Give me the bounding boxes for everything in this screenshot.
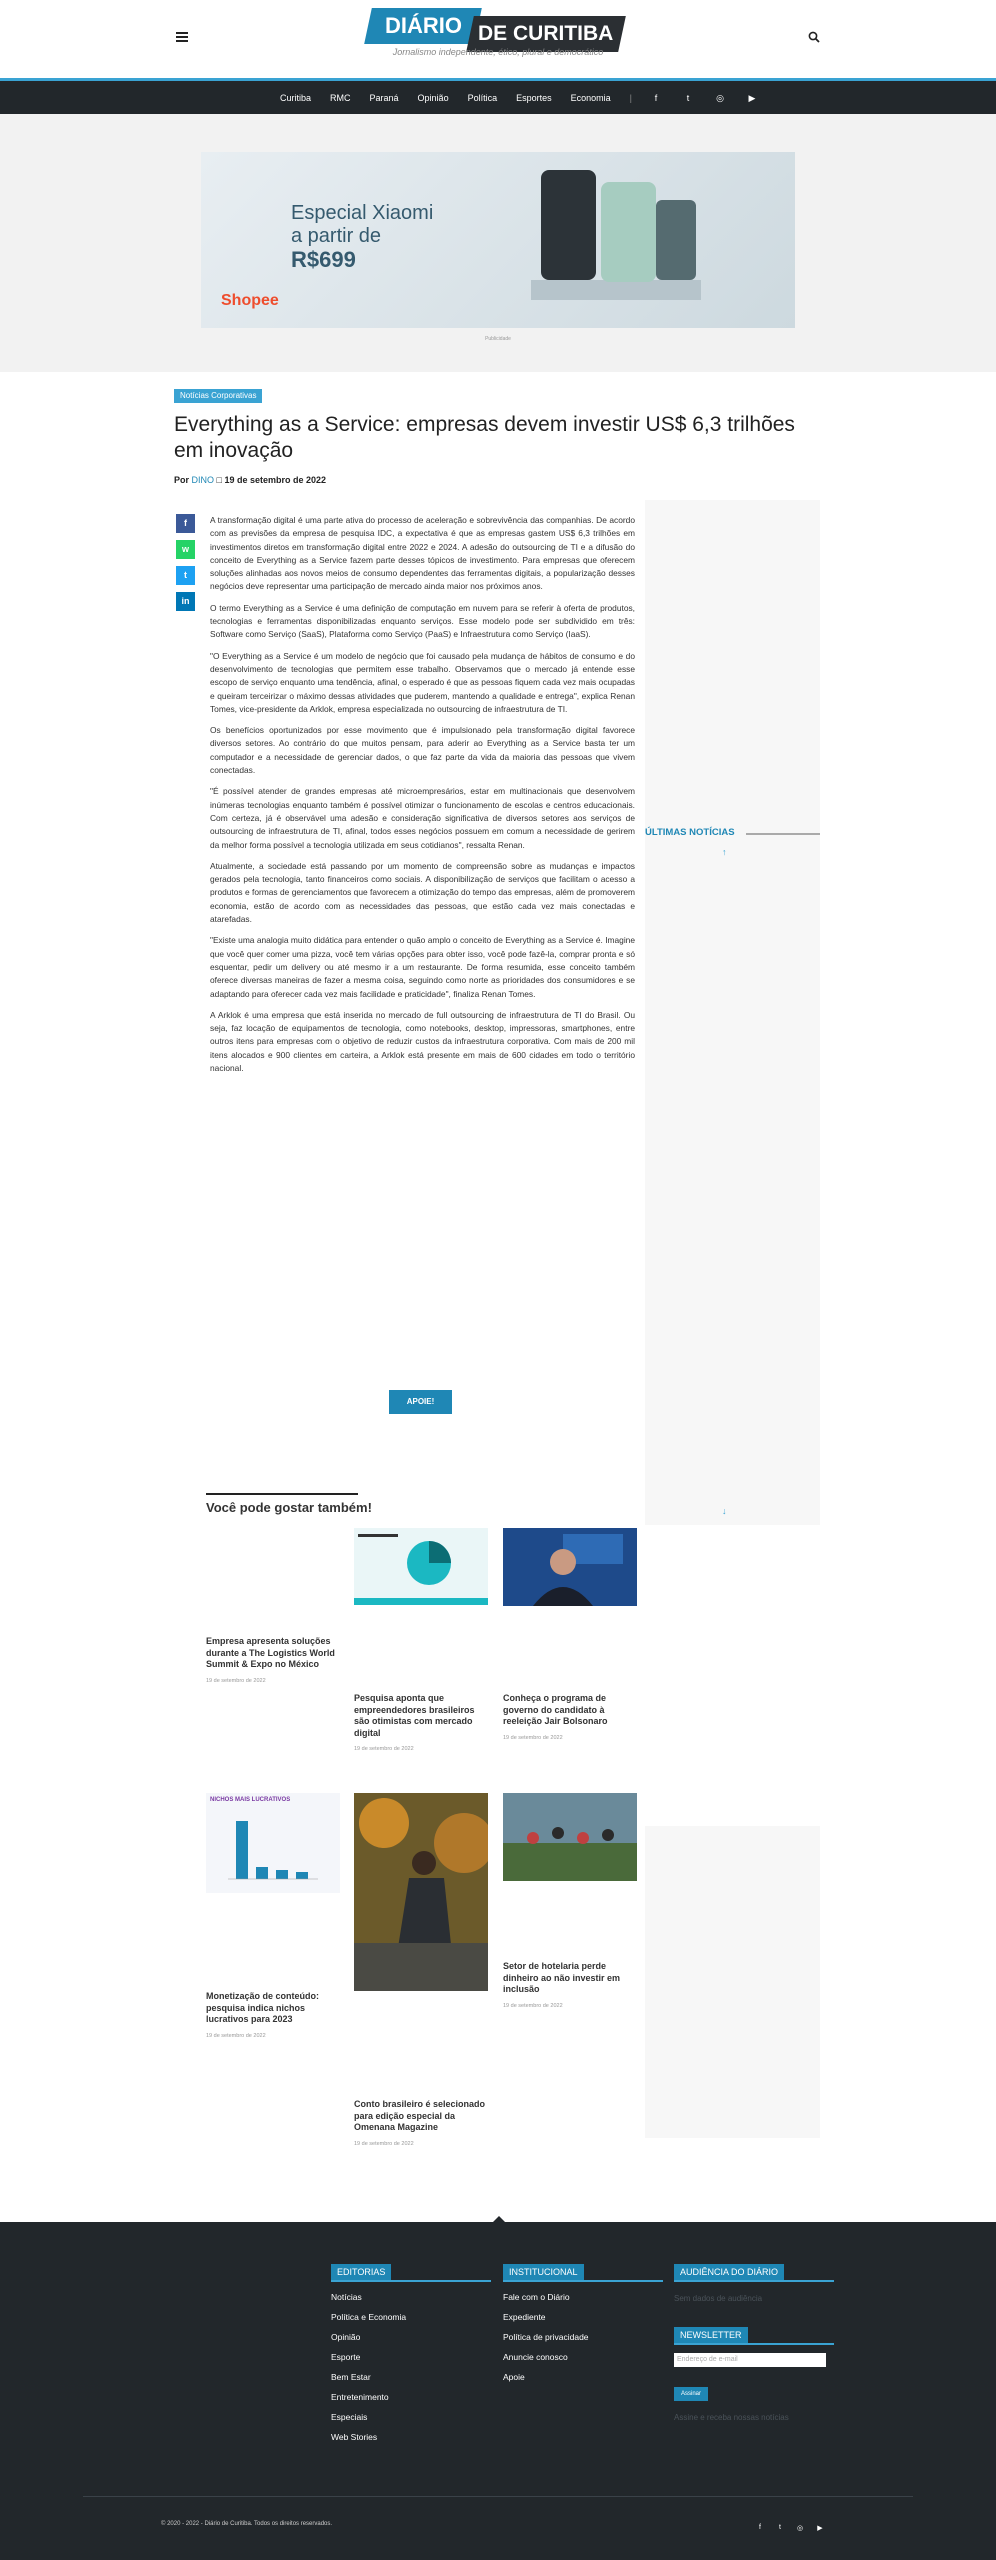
logo-curitiba: DE CURITIBA: [466, 16, 626, 52]
footer-link[interactable]: Anuncie conosco: [503, 2352, 568, 2362]
related-card[interactable]: [206, 1793, 340, 2039]
ad-phone-image: [601, 182, 656, 282]
related-card[interactable]: [503, 1528, 637, 1741]
main-nav: [0, 78, 996, 114]
related-card-title[interactable]: Conheça o programa de governo do candidato à reeleição Jair Bolsonaro: [503, 1693, 608, 1726]
related-card-date: 19 de setembro de 2022: [354, 2140, 414, 2147]
youtube-icon[interactable]: ▶: [817, 2525, 823, 2532]
ad-price: R$699: [291, 247, 356, 272]
nav-curitiba[interactable]: Curitiba: [280, 92, 312, 103]
divider: [674, 2343, 834, 2345]
sidebar-ad-slot: [645, 500, 820, 1525]
footer-link[interactable]: Esporte: [331, 2352, 361, 2362]
site-footer: [0, 2222, 996, 2560]
related-card[interactable]: [354, 1528, 488, 1752]
search-icon[interactable]: [808, 31, 820, 43]
ad-line2: a partir de: [291, 225, 382, 247]
divider: [746, 833, 820, 835]
copyright: © 2020 - 2022 - Diário de Curitiba. Todos os direitos reservados.: [161, 2521, 333, 2527]
ad-text: [291, 202, 433, 271]
thumbnail-label: NICHOS MAIS LUCRATIVOS: [210, 1797, 291, 1803]
article-paragraph: A transformação digital é uma parte ativa do processo de aceleração e sobrevivência das companhias. De acordo com as previsões da empresa de pesquisa IDC, a expectativa é que as empresas gastem US$ 6,3 trilhões em investimentos diretos em transformação digital entre 2022 e 2024. A adesão do outsourcing de TI e a difusão do conceito de Everything as a Service fazem parte desses tópicos de investimento. Para empresas que oferecem soluções alinhadas aos novos meios de consumo dependentes das ferramentas digitais, a popularização desses negócios deve representar uma participação de mercado ainda maior nos próximos anos.: [210, 515, 635, 592]
latest-news-title: ÚLTIMAS NOTÍCIAS: [645, 827, 735, 838]
facebook-icon[interactable]: f: [759, 2524, 761, 2531]
site-tagline: Jornalismo independente, ético, plural e democrático: [392, 47, 604, 57]
site-header: [0, 0, 996, 78]
footer-link[interactable]: Bem Estar: [331, 2372, 371, 2382]
nav-esportes[interactable]: Esportes: [516, 92, 552, 103]
facebook-icon[interactable]: f: [654, 92, 658, 103]
footer-heading: INSTITUCIONAL: [503, 2264, 584, 2280]
related-thumbnail[interactable]: [503, 1528, 637, 1606]
related-thumbnail[interactable]: [206, 1528, 340, 1626]
article-paragraph: "É possível atender de grandes empresas até microempresários, estar em multinacionais que desenvolvem inúmeras tecnologias enquanto também é possível otimizar o funcionamento de escolas e centros educacionais. Com certeza, já é observável uma adesão e consideração significativa de diversos setores aos serviços de outsourcing de infraestrutura de TI, afinal, todos esses negócios possuem em comum a necessidade de gerirem da melhor forma possível a tecnologia utilizada em seus cotidianos", ressalta Renan.: [210, 786, 635, 850]
calendar-icon: □: [216, 475, 222, 485]
article-body: [210, 514, 635, 1083]
related-card-date: 19 de setembro de 2022: [354, 1746, 414, 1752]
footer-link[interactable]: Política de privacidade: [503, 2332, 589, 2342]
sidebar-ad-slot: [645, 1826, 820, 2138]
support-button[interactable]: APOIE!: [389, 1390, 452, 1414]
share-bar: [176, 514, 195, 618]
author-link[interactable]: DINO: [191, 475, 215, 485]
divider: [331, 2280, 491, 2282]
share-whatsapp-icon[interactable]: w: [176, 540, 195, 559]
article-paragraph: "Existe uma analogia muito didática para entender o quão amplo o conceito de Everything as a Service é. Imagine que você quer comer uma pizza, você tem várias opções para obter isso, você pode fazê-la, comprar pronta e só esquentar, pedir um delivery ou até mesmo ir a um restaurante. De forma resumida, esse conceito também oferece diversas maneiras de fazer a mesma coisa, seguindo como norte as prioridades dos consumidores e se adaptando para oferecer cada vez mais facilidade e praticidade", finaliza Renan Tomes.: [210, 935, 635, 999]
related-card-date: 19 de setembro de 2022: [206, 1677, 266, 1684]
divider: [503, 2280, 663, 2282]
ad-brand: Shopee: [221, 292, 279, 309]
footer-link[interactable]: Expediente: [503, 2312, 546, 2322]
ad-line1: Especial Xiaomi: [291, 202, 434, 224]
twitter-icon[interactable]: t: [686, 92, 690, 103]
article-paragraph: A Arklok é uma empresa que está inserida no mercado de full outsourcing de infraestrutura de TI do Brasil. Ou seja, faz locação de equipamentos de tecnologia, como notebooks, desktop, impressoras, smartphones, entre outros itens para empresas com o objetivo de reduzir custos da infraestrutura corporativa. Com mais de 200 mil itens alocados e 900 clientes em carteira, a Arklok está presente em mais de 600 cidades em todo o território nacional.: [210, 1009, 635, 1073]
audience-text: Sem dados de audiência: [674, 2294, 763, 2303]
footer-heading: NEWSLETTER: [674, 2327, 748, 2343]
footer-link[interactable]: Entretenimento: [331, 2392, 389, 2402]
subscribe-button[interactable]: Assinar: [674, 2387, 708, 2401]
related-card-title[interactable]: Pesquisa aponta que empreendedores brasileiros são otimistas com mercado digital: [354, 1693, 475, 1738]
related-thumbnail[interactable]: [503, 1793, 637, 1881]
footer-col-editorias: [331, 2262, 491, 2442]
footer-link[interactable]: Especiais: [331, 2412, 368, 2422]
footer-heading: AUDIÊNCIA DO DIÁRIO: [674, 2264, 784, 2280]
divider: [674, 2280, 834, 2282]
nav-parana[interactable]: Paraná: [369, 92, 399, 103]
footer-heading: EDITORIAS: [331, 2264, 391, 2280]
related-card-title[interactable]: Monetização de conteúdo: pesquisa indica nichos lucrativos para 2023: [206, 1991, 320, 2024]
related-card[interactable]: [503, 1793, 637, 2009]
share-linkedin-icon[interactable]: in: [176, 592, 195, 611]
scroll-up-icon[interactable]: ↑: [722, 847, 727, 857]
article-paragraph: "O Everything as a Service é um modelo de negócio que foi causado pela mudança de hábitos de consumo e do desenvolvimento de tecnologias que permitem esse trabalho. Observamos que o mercado já entende esse escopo de serviço enquanto uma tendência, afinal, o esperado é que as pessoas fiquem cada vez mais ocupadas e queiram terceirizar o máximo dessas atividades que puderem, mantendo a qualidade e entrega", explica Renan Tomes, vice-presidente da Arklok, empresa especializada no outsourcing de infraestrutura de TI.: [210, 650, 635, 714]
pie-chart-image: [354, 1528, 488, 1605]
ad-caption: Publicidade: [485, 336, 511, 342]
byline: [174, 475, 326, 485]
article-title: Everything as a Service: empresas devem investir US$ 6,3 trilhões em inovação: [174, 413, 795, 462]
nav-rmc[interactable]: RMC: [330, 92, 351, 103]
instagram-icon[interactable]: ◎: [796, 2525, 804, 2532]
related-thumbnail[interactable]: [354, 1528, 488, 1605]
scroll-down-icon[interactable]: ↓: [722, 1506, 727, 1516]
footer-link[interactable]: Opinião: [331, 2332, 361, 2342]
related-thumbnail[interactable]: [206, 1793, 340, 1893]
publish-date: 19 de setembro de 2022: [224, 475, 327, 485]
related-card[interactable]: [354, 1793, 488, 2147]
article-paragraph: O termo Everything as a Service é uma definição de computação em nuvem para se referir à oferta de produtos, tecnologias e ferramentas disponibilizadas enquanto serviços. Esse modelo pode ser subdividido em três: Software como Serviço (SaaS), Plataforma como Serviço (PaaS) e Infraestrutura como Serviço (IaaS).: [210, 602, 635, 640]
nav-politica[interactable]: Política: [467, 92, 498, 103]
related-card-date: 19 de setembro de 2022: [206, 2032, 266, 2039]
site-logo[interactable]: [368, 8, 628, 48]
by-label: Por: [174, 475, 190, 485]
ad-podium-image: [531, 280, 701, 300]
article-paragraph: Os benefícios oportunizados por esse movimento que é impulsionado pela transformação digital favorece diversos setores. Ao contrário do que muitos pensam, para aderir ao Everything as a Service basta ter um computador e a necessidade de gerenciar dados, o que faz parte da vida da maioria das pessoas que vivem conectadas.: [210, 725, 635, 776]
youtube-icon[interactable]: ▶: [748, 92, 756, 103]
nav-economia[interactable]: Economia: [570, 92, 611, 103]
footer-link[interactable]: Fale com o Diário: [503, 2292, 570, 2302]
group-photo: [503, 1793, 637, 1881]
related-card-title[interactable]: Empresa apresenta soluções durante a The Logistics World Summit & Expo no México: [206, 1636, 335, 1669]
divider: [206, 1493, 358, 1495]
footer-col-audiencia: [674, 2262, 834, 2422]
related-title: Você pode gostar também!: [206, 1500, 372, 1515]
author-photo: [354, 1793, 488, 1991]
twitter-icon[interactable]: t: [779, 2524, 781, 2531]
email-input[interactable]: Endereço de e-mail: [674, 2353, 826, 2367]
divider: [83, 2496, 913, 2497]
related-card-title[interactable]: Conto brasileiro é selecionado para edição especial da Omenana Magazine: [354, 2099, 486, 2132]
footer-link[interactable]: Política e Economia: [331, 2312, 407, 2322]
related-card-date: 19 de setembro de 2022: [503, 1734, 563, 1741]
share-twitter-icon[interactable]: t: [176, 566, 195, 585]
footer-link[interactable]: Apoie: [503, 2372, 525, 2382]
menu-icon[interactable]: [176, 32, 188, 42]
category-badge[interactable]: Notícias Corporativas: [174, 389, 262, 403]
bar-chart-image: [206, 1793, 340, 1893]
footer-link[interactable]: Notícias: [331, 2292, 362, 2302]
instagram-icon[interactable]: ◎: [716, 92, 724, 103]
footer-social: [755, 2524, 835, 2532]
footer-link[interactable]: Web Stories: [331, 2432, 378, 2442]
nav-separator: |: [629, 92, 632, 103]
candidate-photo: [503, 1528, 637, 1606]
ad-banner[interactable]: [201, 152, 795, 328]
logo-diario: DIÁRIO: [364, 8, 482, 44]
newsletter-text: Assine e receba nossas notícias: [674, 2413, 789, 2422]
ad-phone-image: [656, 200, 696, 280]
related-thumbnail[interactable]: [354, 1793, 488, 1991]
related-card[interactable]: [206, 1528, 340, 1684]
article-paragraph: Atualmente, a sociedade está passando por um momento de compreensão sobre as mudanças e impactos gerados pela tecnologia, tanto financeiros como sociais. A disponibilização de serviços que facilitam o acesso a produtos e formas de gerenciamentos que favorecem a otimização do tempo das empresas, além de promoverem economia, estão de acordo com as necessidades das pessoas, que estão cada vez mais conectadas e atarefadas.: [210, 860, 635, 925]
ad-phone-image: [541, 170, 596, 280]
share-facebook-icon[interactable]: f: [176, 514, 195, 533]
footer-col-institucional: [503, 2262, 663, 2382]
related-card-title[interactable]: Setor de hotelaria perde dinheiro ao não investir em inclusão: [503, 1961, 621, 1994]
nav-opiniao[interactable]: Opinião: [417, 92, 449, 103]
related-card-date: 19 de setembro de 2022: [503, 2002, 563, 2009]
